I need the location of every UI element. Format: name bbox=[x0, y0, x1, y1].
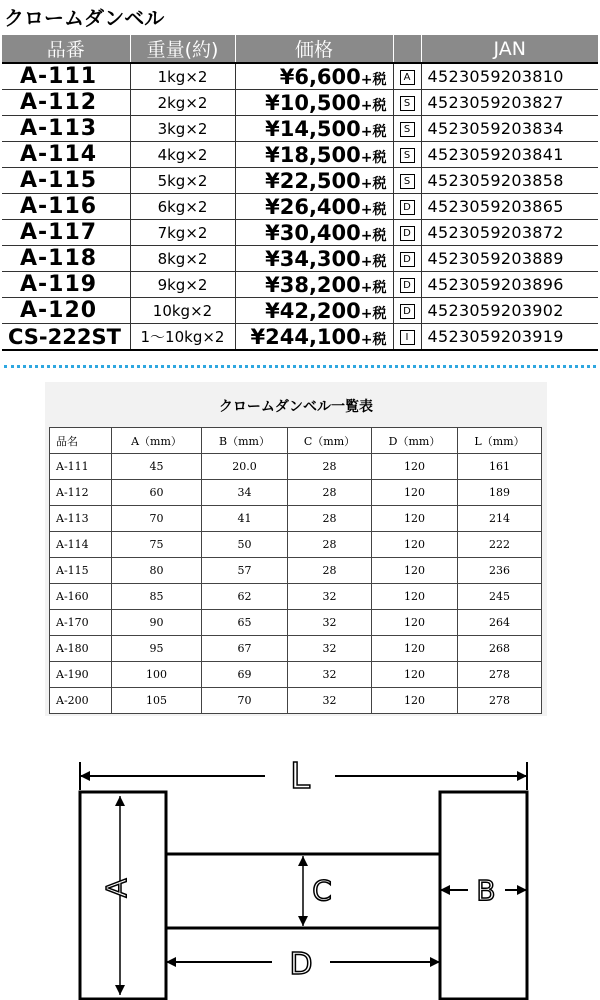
dimension-cell: A-160 bbox=[50, 584, 112, 610]
dimension-cell: 161 bbox=[458, 454, 542, 480]
type-cell bbox=[393, 90, 421, 116]
price-value: ¥38,200 bbox=[265, 272, 361, 297]
dimension-cell: 32 bbox=[288, 636, 372, 662]
price-cell bbox=[235, 194, 393, 220]
label-a: A bbox=[100, 878, 133, 898]
dimension-cell: 85 bbox=[112, 584, 202, 610]
dimension-cell: 100 bbox=[112, 662, 202, 688]
type-badge: D bbox=[400, 200, 415, 215]
jan-code: 4523059203827 bbox=[421, 90, 598, 116]
label-c: C bbox=[312, 874, 332, 907]
dimension-cell: 28 bbox=[288, 480, 372, 506]
tax-label: +税 bbox=[360, 253, 387, 270]
price-value: ¥244,100 bbox=[250, 324, 361, 349]
label-d: D bbox=[289, 947, 313, 982]
dimension-sheet-title: クロームダンベル一覧表 bbox=[218, 399, 374, 415]
dimension-cell: 41 bbox=[202, 506, 288, 532]
price-value: ¥26,400 bbox=[265, 194, 361, 219]
dimension-cell: A-111 bbox=[50, 454, 112, 480]
weight-cell: 3kg×2 bbox=[130, 116, 235, 142]
dimension-cell: 120 bbox=[372, 480, 458, 506]
price-cell bbox=[235, 142, 393, 168]
dimension-cell: 45 bbox=[112, 454, 202, 480]
dimension-cell: 120 bbox=[372, 558, 458, 584]
dimension-table-header bbox=[50, 428, 542, 454]
jan-code: 4523059203889 bbox=[421, 246, 598, 272]
type-cell bbox=[393, 272, 421, 298]
dimension-cell: 70 bbox=[112, 506, 202, 532]
dimension-cell: 105 bbox=[112, 688, 202, 714]
dimension-cell: 65 bbox=[202, 610, 288, 636]
type-cell bbox=[393, 220, 421, 246]
dimension-cell: A-170 bbox=[50, 610, 112, 636]
table-row bbox=[50, 506, 542, 532]
product-code: A-119 bbox=[2, 272, 130, 298]
header-code: 品番 bbox=[2, 35, 130, 63]
table-row bbox=[50, 662, 542, 688]
label-l: L bbox=[289, 756, 311, 797]
dimension-cell: A-115 bbox=[50, 558, 112, 584]
dimension-cell: 236 bbox=[458, 558, 542, 584]
weight-cell: 8kg×2 bbox=[130, 246, 235, 272]
type-cell bbox=[393, 116, 421, 142]
weight-cell: 6kg×2 bbox=[130, 194, 235, 220]
type-badge: S bbox=[400, 148, 415, 163]
tax-label: +税 bbox=[360, 71, 387, 88]
jan-code: 4523059203810 bbox=[421, 63, 598, 90]
price-value: ¥30,400 bbox=[265, 220, 361, 245]
dimension-header-cell: A（mm） bbox=[112, 428, 202, 454]
type-badge: A bbox=[400, 70, 415, 85]
dimension-cell: 80 bbox=[112, 558, 202, 584]
dimension-cell: A-180 bbox=[50, 636, 112, 662]
dimension-header-cell: D（mm） bbox=[372, 428, 458, 454]
price-cell bbox=[235, 272, 393, 298]
label-b: B bbox=[476, 874, 496, 907]
product-code: A-115 bbox=[2, 168, 130, 194]
tax-label: +税 bbox=[360, 201, 387, 218]
type-badge: S bbox=[400, 174, 415, 189]
type-badge: D bbox=[400, 278, 415, 293]
dimension-cell: 67 bbox=[202, 636, 288, 662]
table-row bbox=[2, 272, 598, 298]
table-row bbox=[2, 324, 598, 351]
tax-label: +税 bbox=[360, 331, 387, 348]
weight-cell: 10kg×2 bbox=[130, 298, 235, 324]
header-price: 価格 bbox=[235, 35, 393, 63]
price-cell bbox=[235, 63, 393, 90]
dimension-cell: 75 bbox=[112, 532, 202, 558]
dimension-cell: 57 bbox=[202, 558, 288, 584]
dimension-cell: 28 bbox=[288, 506, 372, 532]
dimension-cell: 20.0 bbox=[202, 454, 288, 480]
dimension-cell: 32 bbox=[288, 662, 372, 688]
table-row bbox=[2, 220, 598, 246]
product-code: A-113 bbox=[2, 116, 130, 142]
type-badge: I bbox=[400, 330, 415, 345]
dotted-divider bbox=[4, 365, 596, 368]
dimension-cell: 120 bbox=[372, 662, 458, 688]
table-row bbox=[2, 116, 598, 142]
dimension-header-cell: 品名 bbox=[50, 428, 112, 454]
weight-cell: 2kg×2 bbox=[130, 90, 235, 116]
header-jan: JAN bbox=[421, 35, 598, 63]
dimension-cell: A-114 bbox=[50, 532, 112, 558]
jan-code: 4523059203834 bbox=[421, 116, 598, 142]
product-code: A-118 bbox=[2, 246, 130, 272]
dimension-cell: 120 bbox=[372, 532, 458, 558]
dimension-cell: 32 bbox=[288, 688, 372, 714]
dimension-cell: 120 bbox=[372, 688, 458, 714]
dimension-cell: 50 bbox=[202, 532, 288, 558]
product-code: CS-222ST bbox=[2, 324, 130, 351]
table-row bbox=[2, 298, 598, 324]
price-cell bbox=[235, 116, 393, 142]
price-table-header bbox=[2, 35, 598, 63]
price-value: ¥18,500 bbox=[265, 142, 361, 167]
table-row bbox=[50, 610, 542, 636]
price-value: ¥22,500 bbox=[265, 168, 361, 193]
table-row bbox=[50, 480, 542, 506]
header-weight: 重量(約) bbox=[130, 35, 235, 63]
table-row bbox=[50, 688, 542, 714]
weight-cell: 5kg×2 bbox=[130, 168, 235, 194]
dimension-cell: 28 bbox=[288, 454, 372, 480]
type-badge: D bbox=[400, 226, 415, 241]
dimension-cell: 28 bbox=[288, 532, 372, 558]
price-table bbox=[2, 35, 598, 351]
price-cell bbox=[235, 324, 393, 351]
dimension-cell: A-200 bbox=[50, 688, 112, 714]
tax-label: +税 bbox=[360, 97, 387, 114]
tax-label: +税 bbox=[360, 123, 387, 140]
dimension-cell: 189 bbox=[458, 480, 542, 506]
price-cell bbox=[235, 220, 393, 246]
dimension-cell: 60 bbox=[112, 480, 202, 506]
jan-code: 4523059203872 bbox=[421, 220, 598, 246]
dimension-cell: 95 bbox=[112, 636, 202, 662]
product-code: A-120 bbox=[2, 298, 130, 324]
dimension-cell: 264 bbox=[458, 610, 542, 636]
dimension-table bbox=[49, 427, 542, 714]
price-value: ¥10,500 bbox=[265, 90, 361, 115]
table-row bbox=[50, 454, 542, 480]
type-cell bbox=[393, 142, 421, 168]
table-row bbox=[2, 63, 598, 90]
dimension-header-cell: L（mm） bbox=[458, 428, 542, 454]
jan-code: 4523059203896 bbox=[421, 272, 598, 298]
dimension-cell: 70 bbox=[202, 688, 288, 714]
price-table-body bbox=[2, 63, 598, 350]
jan-code: 4523059203902 bbox=[421, 298, 598, 324]
type-cell bbox=[393, 63, 421, 90]
table-row bbox=[2, 194, 598, 220]
dimension-cell: 69 bbox=[202, 662, 288, 688]
dimension-cell: 222 bbox=[458, 532, 542, 558]
type-badge: D bbox=[400, 252, 415, 267]
dumbbell-diagram bbox=[0, 740, 600, 1000]
weight-cell: 7kg×2 bbox=[130, 220, 235, 246]
price-cell bbox=[235, 246, 393, 272]
type-cell bbox=[393, 194, 421, 220]
tax-label: +税 bbox=[360, 175, 387, 192]
product-code: A-117 bbox=[2, 220, 130, 246]
type-badge: S bbox=[400, 122, 415, 137]
dimension-table-body bbox=[50, 454, 542, 714]
dimension-cell: 245 bbox=[458, 584, 542, 610]
dimension-cell: 120 bbox=[372, 610, 458, 636]
dimension-cell: A-113 bbox=[50, 506, 112, 532]
price-value: ¥6,600 bbox=[279, 64, 361, 89]
dimension-sheet bbox=[45, 382, 547, 716]
table-row bbox=[50, 636, 542, 662]
dimension-cell: 32 bbox=[288, 584, 372, 610]
weight-cell: 1〜10kg×2 bbox=[130, 324, 235, 351]
dimension-cell: 90 bbox=[112, 610, 202, 636]
table-row bbox=[2, 90, 598, 116]
jan-code: 4523059203919 bbox=[421, 324, 598, 351]
dimension-cell: A-190 bbox=[50, 662, 112, 688]
table-row bbox=[2, 246, 598, 272]
type-badge: S bbox=[400, 96, 415, 111]
price-value: ¥42,200 bbox=[265, 298, 361, 323]
jan-code: 4523059203865 bbox=[421, 194, 598, 220]
type-cell bbox=[393, 246, 421, 272]
dimension-cell: A-112 bbox=[50, 480, 112, 506]
header-type bbox=[393, 35, 421, 63]
dimension-cell: 120 bbox=[372, 454, 458, 480]
weight-cell: 1kg×2 bbox=[130, 63, 235, 90]
dimension-header-cell: C（mm） bbox=[288, 428, 372, 454]
dimension-cell: 278 bbox=[458, 688, 542, 714]
tax-label: +税 bbox=[360, 279, 387, 296]
price-cell bbox=[235, 90, 393, 116]
dimension-cell: 120 bbox=[372, 506, 458, 532]
type-cell bbox=[393, 324, 421, 351]
dimension-cell: 214 bbox=[458, 506, 542, 532]
jan-code: 4523059203858 bbox=[421, 168, 598, 194]
product-code: A-112 bbox=[2, 90, 130, 116]
product-code: A-111 bbox=[2, 63, 130, 90]
dimension-cell: 32 bbox=[288, 610, 372, 636]
price-cell bbox=[235, 298, 393, 324]
page-title: クロームダンベル bbox=[4, 6, 165, 30]
product-code: A-116 bbox=[2, 194, 130, 220]
weight-cell: 9kg×2 bbox=[130, 272, 235, 298]
tax-label: +税 bbox=[360, 149, 387, 166]
type-cell bbox=[393, 298, 421, 324]
table-row bbox=[50, 532, 542, 558]
tax-label: +税 bbox=[360, 305, 387, 322]
jan-code: 4523059203841 bbox=[421, 142, 598, 168]
table-row bbox=[2, 142, 598, 168]
dimension-cell: 34 bbox=[202, 480, 288, 506]
price-cell bbox=[235, 168, 393, 194]
dimension-cell: 278 bbox=[458, 662, 542, 688]
weight-cell: 4kg×2 bbox=[130, 142, 235, 168]
dimension-cell: 120 bbox=[372, 584, 458, 610]
price-value: ¥34,300 bbox=[265, 246, 361, 271]
dimension-cell: 62 bbox=[202, 584, 288, 610]
dimension-cell: 120 bbox=[372, 636, 458, 662]
table-row bbox=[2, 168, 598, 194]
tax-label: +税 bbox=[360, 227, 387, 244]
table-row bbox=[50, 584, 542, 610]
price-value: ¥14,500 bbox=[265, 116, 361, 141]
dimension-cell: 28 bbox=[288, 558, 372, 584]
type-cell bbox=[393, 168, 421, 194]
product-code: A-114 bbox=[2, 142, 130, 168]
dimension-cell: 268 bbox=[458, 636, 542, 662]
dimension-header-cell: B（mm） bbox=[202, 428, 288, 454]
type-badge: D bbox=[400, 304, 415, 319]
table-row bbox=[50, 558, 542, 584]
